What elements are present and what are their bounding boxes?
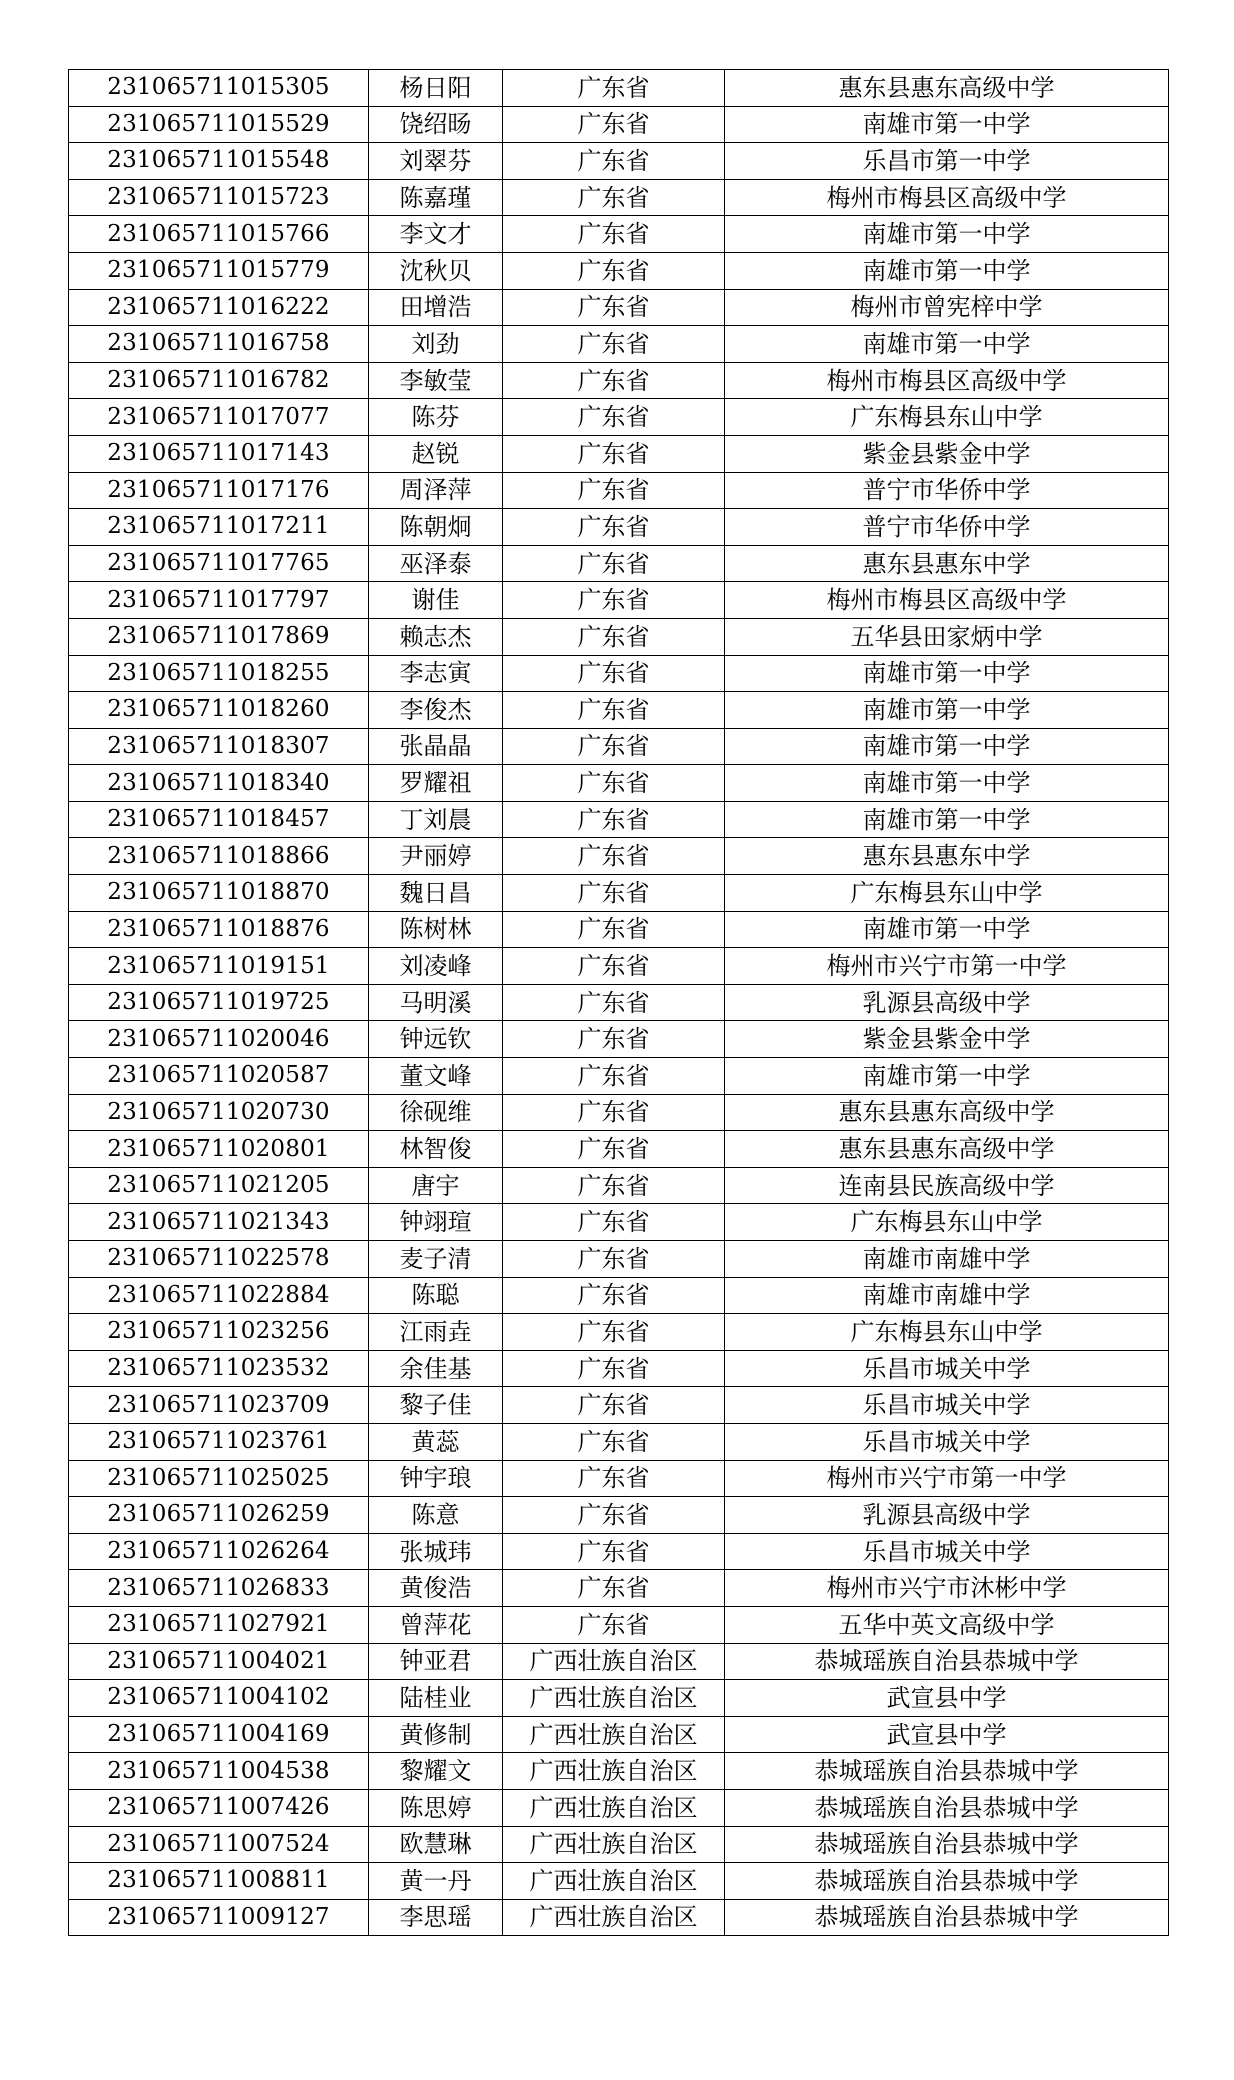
candidate-id-cell: 231065711022884	[69, 1277, 369, 1314]
school-cell: 梅州市兴宁市第一中学	[725, 1460, 1169, 1497]
candidate-id-cell: 231065711004102	[69, 1680, 369, 1717]
table-row	[69, 435, 1169, 472]
school-cell: 武宣县中学	[725, 1716, 1169, 1753]
student-name-cell: 钟翊瑄	[369, 1204, 503, 1241]
province-cell: 广东省	[503, 509, 725, 546]
province-cell: 广东省	[503, 545, 725, 582]
province-cell: 广东省	[503, 1606, 725, 1643]
student-name-cell: 杨日阳	[369, 70, 503, 107]
student-name-cell: 陈聪	[369, 1277, 503, 1314]
roster-body	[69, 70, 1169, 1936]
province-cell: 广东省	[503, 106, 725, 143]
candidate-id-cell: 231065711020587	[69, 1058, 369, 1095]
table-row	[69, 801, 1169, 838]
school-cell: 普宁市华侨中学	[725, 509, 1169, 546]
table-row	[69, 1460, 1169, 1497]
province-cell: 广东省	[503, 472, 725, 509]
province-cell: 广西壮族自治区	[503, 1789, 725, 1826]
school-cell: 乳源县高级中学	[725, 1497, 1169, 1534]
student-name-cell: 马明溪	[369, 984, 503, 1021]
table-row	[69, 765, 1169, 802]
table-row	[69, 1716, 1169, 1753]
school-cell: 梅州市兴宁市沐彬中学	[725, 1570, 1169, 1607]
student-name-cell: 麦子清	[369, 1241, 503, 1278]
student-name-cell: 余佳基	[369, 1350, 503, 1387]
table-row	[69, 1533, 1169, 1570]
candidate-id-cell: 231065711023532	[69, 1350, 369, 1387]
student-name-cell: 陈嘉瑾	[369, 179, 503, 216]
province-cell: 广东省	[503, 582, 725, 619]
school-cell: 梅州市兴宁市第一中学	[725, 948, 1169, 985]
candidate-id-cell: 231065711015723	[69, 179, 369, 216]
province-cell: 广东省	[503, 801, 725, 838]
table-row	[69, 655, 1169, 692]
table-row	[69, 948, 1169, 985]
student-name-cell: 徐砚维	[369, 1094, 503, 1131]
candidate-id-cell: 231065711019151	[69, 948, 369, 985]
table-row	[69, 1789, 1169, 1826]
student-name-cell: 黄修制	[369, 1716, 503, 1753]
candidate-id-cell: 231065711018255	[69, 655, 369, 692]
table-row	[69, 618, 1169, 655]
table-row	[69, 1826, 1169, 1863]
school-cell: 梅州市梅县区高级中学	[725, 582, 1169, 619]
table-row	[69, 1058, 1169, 1095]
school-cell: 惠东县惠东高级中学	[725, 70, 1169, 107]
student-name-cell: 李文才	[369, 216, 503, 253]
province-cell: 广东省	[503, 399, 725, 436]
student-name-cell: 李志寅	[369, 655, 503, 692]
candidate-id-cell: 231065711017176	[69, 472, 369, 509]
province-cell: 广东省	[503, 143, 725, 180]
school-cell: 武宣县中学	[725, 1680, 1169, 1717]
province-cell: 广东省	[503, 984, 725, 1021]
school-cell: 乐昌市城关中学	[725, 1533, 1169, 1570]
student-name-cell: 陈朝炯	[369, 509, 503, 546]
school-cell: 恭城瑶族自治县恭城中学	[725, 1753, 1169, 1790]
province-cell: 广东省	[503, 1314, 725, 1351]
student-name-cell: 李俊杰	[369, 692, 503, 729]
province-cell: 广西壮族自治区	[503, 1753, 725, 1790]
province-cell: 广西壮族自治区	[503, 1680, 725, 1717]
school-cell: 乐昌市城关中学	[725, 1423, 1169, 1460]
candidate-id-cell: 231065711025025	[69, 1460, 369, 1497]
candidate-id-cell: 231065711023761	[69, 1423, 369, 1460]
student-name-cell: 黄蕊	[369, 1423, 503, 1460]
school-cell: 南雄市第一中学	[725, 106, 1169, 143]
student-name-cell: 陈树林	[369, 911, 503, 948]
table-row	[69, 875, 1169, 912]
school-cell: 广东梅县东山中学	[725, 1204, 1169, 1241]
province-cell: 广东省	[503, 875, 725, 912]
province-cell: 广东省	[503, 728, 725, 765]
table-row	[69, 252, 1169, 289]
student-name-cell: 黎子佳	[369, 1387, 503, 1424]
table-row	[69, 1863, 1169, 1900]
student-name-cell: 江雨垚	[369, 1314, 503, 1351]
student-name-cell: 饶绍旸	[369, 106, 503, 143]
province-cell: 广西壮族自治区	[503, 1716, 725, 1753]
province-cell: 广东省	[503, 216, 725, 253]
province-cell: 广东省	[503, 1497, 725, 1534]
student-name-cell: 赖志杰	[369, 618, 503, 655]
school-cell: 南雄市第一中学	[725, 911, 1169, 948]
table-row	[69, 362, 1169, 399]
province-cell: 广东省	[503, 70, 725, 107]
school-cell: 南雄市第一中学	[725, 692, 1169, 729]
school-cell: 南雄市南雄中学	[725, 1277, 1169, 1314]
student-name-cell: 陈芬	[369, 399, 503, 436]
candidate-id-cell: 231065711018876	[69, 911, 369, 948]
student-name-cell: 尹丽婷	[369, 838, 503, 875]
school-cell: 连南县民族高级中学	[725, 1167, 1169, 1204]
student-name-cell: 张晶晶	[369, 728, 503, 765]
candidate-id-cell: 231065711018307	[69, 728, 369, 765]
candidate-id-cell: 231065711023256	[69, 1314, 369, 1351]
table-row	[69, 1606, 1169, 1643]
student-name-cell: 黄俊浩	[369, 1570, 503, 1607]
school-cell: 五华县田家炳中学	[725, 618, 1169, 655]
candidate-id-cell: 231065711020801	[69, 1131, 369, 1168]
table-row	[69, 838, 1169, 875]
candidate-id-cell: 231065711015766	[69, 216, 369, 253]
student-name-cell: 丁刘晨	[369, 801, 503, 838]
student-name-cell: 董文峰	[369, 1058, 503, 1095]
school-cell: 南雄市第一中学	[725, 1058, 1169, 1095]
candidate-id-cell: 231065711018457	[69, 801, 369, 838]
school-cell: 紫金县紫金中学	[725, 1021, 1169, 1058]
candidate-id-cell: 231065711026264	[69, 1533, 369, 1570]
candidate-id-cell: 231065711016782	[69, 362, 369, 399]
student-name-cell: 刘凌峰	[369, 948, 503, 985]
province-cell: 广西壮族自治区	[503, 1899, 725, 1936]
student-name-cell: 陈思婷	[369, 1789, 503, 1826]
student-name-cell: 魏日昌	[369, 875, 503, 912]
school-cell: 惠东县惠东中学	[725, 545, 1169, 582]
table-row	[69, 1167, 1169, 1204]
table-row	[69, 692, 1169, 729]
candidate-id-cell: 231065711015305	[69, 70, 369, 107]
student-name-cell: 黎耀文	[369, 1753, 503, 1790]
student-name-cell: 陆桂业	[369, 1680, 503, 1717]
province-cell: 广东省	[503, 1131, 725, 1168]
school-cell: 紫金县紫金中学	[725, 435, 1169, 472]
student-name-cell: 黄一丹	[369, 1863, 503, 1900]
province-cell: 广东省	[503, 1167, 725, 1204]
table-row	[69, 1241, 1169, 1278]
student-name-cell: 刘劲	[369, 326, 503, 363]
table-row	[69, 582, 1169, 619]
table-row	[69, 179, 1169, 216]
school-cell: 惠东县惠东中学	[725, 838, 1169, 875]
school-cell: 乳源县高级中学	[725, 984, 1169, 1021]
candidate-id-cell: 231065711008811	[69, 1863, 369, 1900]
province-cell: 广东省	[503, 1423, 725, 1460]
school-cell: 南雄市第一中学	[725, 801, 1169, 838]
table-row	[69, 984, 1169, 1021]
province-cell: 广西壮族自治区	[503, 1863, 725, 1900]
table-row	[69, 1497, 1169, 1534]
student-name-cell: 钟宇琅	[369, 1460, 503, 1497]
province-cell: 广东省	[503, 1533, 725, 1570]
school-cell: 恭城瑶族自治县恭城中学	[725, 1826, 1169, 1863]
province-cell: 广东省	[503, 1350, 725, 1387]
candidate-id-cell: 231065711027921	[69, 1606, 369, 1643]
table-row	[69, 1680, 1169, 1717]
student-name-cell: 刘翠芬	[369, 143, 503, 180]
table-row	[69, 106, 1169, 143]
province-cell: 广东省	[503, 179, 725, 216]
province-cell: 广东省	[503, 1241, 725, 1278]
candidate-id-cell: 231065711017765	[69, 545, 369, 582]
province-cell: 广西壮族自治区	[503, 1826, 725, 1863]
student-name-cell: 钟远钦	[369, 1021, 503, 1058]
school-cell: 南雄市第一中学	[725, 655, 1169, 692]
candidate-id-cell: 231065711009127	[69, 1899, 369, 1936]
student-name-cell: 张城玮	[369, 1533, 503, 1570]
candidate-id-cell: 231065711015529	[69, 106, 369, 143]
candidate-id-cell: 231065711004021	[69, 1643, 369, 1680]
table-row	[69, 1094, 1169, 1131]
province-cell: 广东省	[503, 838, 725, 875]
province-cell: 广东省	[503, 1021, 725, 1058]
province-cell: 广东省	[503, 1460, 725, 1497]
table-row	[69, 326, 1169, 363]
school-cell: 梅州市梅县区高级中学	[725, 362, 1169, 399]
table-row	[69, 1204, 1169, 1241]
candidate-id-cell: 231065711016222	[69, 289, 369, 326]
candidate-id-cell: 231065711017869	[69, 618, 369, 655]
province-cell: 广东省	[503, 1204, 725, 1241]
school-cell: 恭城瑶族自治县恭城中学	[725, 1899, 1169, 1936]
school-cell: 惠东县惠东高级中学	[725, 1131, 1169, 1168]
candidate-id-cell: 231065711016758	[69, 326, 369, 363]
candidate-id-cell: 231065711026259	[69, 1497, 369, 1534]
table-row	[69, 1314, 1169, 1351]
candidate-id-cell: 231065711026833	[69, 1570, 369, 1607]
school-cell: 乐昌市城关中学	[725, 1350, 1169, 1387]
table-row	[69, 289, 1169, 326]
candidate-id-cell: 231065711015548	[69, 143, 369, 180]
school-cell: 南雄市第一中学	[725, 252, 1169, 289]
province-cell: 广东省	[503, 618, 725, 655]
student-name-cell: 田增浩	[369, 289, 503, 326]
candidate-id-cell: 231065711020730	[69, 1094, 369, 1131]
candidate-id-cell: 231065711004538	[69, 1753, 369, 1790]
province-cell: 广东省	[503, 289, 725, 326]
province-cell: 广东省	[503, 765, 725, 802]
table-row	[69, 1570, 1169, 1607]
school-cell: 南雄市南雄中学	[725, 1241, 1169, 1278]
table-row	[69, 545, 1169, 582]
school-cell: 南雄市第一中学	[725, 216, 1169, 253]
student-name-cell: 唐宇	[369, 1167, 503, 1204]
province-cell: 广东省	[503, 435, 725, 472]
roster-table	[68, 69, 1169, 1936]
table-row	[69, 509, 1169, 546]
candidate-id-cell: 231065711023709	[69, 1387, 369, 1424]
student-name-cell: 沈秋贝	[369, 252, 503, 289]
province-cell: 广东省	[503, 252, 725, 289]
province-cell: 广东省	[503, 362, 725, 399]
candidate-id-cell: 231065711017211	[69, 509, 369, 546]
candidate-id-cell: 231065711021205	[69, 1167, 369, 1204]
province-cell: 广东省	[503, 1387, 725, 1424]
province-cell: 广东省	[503, 948, 725, 985]
candidate-id-cell: 231065711015779	[69, 252, 369, 289]
candidate-id-cell: 231065711017143	[69, 435, 369, 472]
student-name-cell: 陈意	[369, 1497, 503, 1534]
candidate-id-cell: 231065711007426	[69, 1789, 369, 1826]
table-row	[69, 728, 1169, 765]
candidate-id-cell: 231065711004169	[69, 1716, 369, 1753]
table-row	[69, 1643, 1169, 1680]
candidate-id-cell: 231065711020046	[69, 1021, 369, 1058]
school-cell: 广东梅县东山中学	[725, 1314, 1169, 1351]
candidate-id-cell: 231065711021343	[69, 1204, 369, 1241]
table-row	[69, 1350, 1169, 1387]
province-cell: 广东省	[503, 911, 725, 948]
student-name-cell: 曾萍花	[369, 1606, 503, 1643]
school-cell: 广东梅县东山中学	[725, 399, 1169, 436]
candidate-id-cell: 231065711017077	[69, 399, 369, 436]
table-row	[69, 1021, 1169, 1058]
school-cell: 恭城瑶族自治县恭城中学	[725, 1643, 1169, 1680]
table-row	[69, 1753, 1169, 1790]
candidate-id-cell: 231065711018260	[69, 692, 369, 729]
student-name-cell: 李敏莹	[369, 362, 503, 399]
school-cell: 恭城瑶族自治县恭城中学	[725, 1789, 1169, 1826]
school-cell: 惠东县惠东高级中学	[725, 1094, 1169, 1131]
school-cell: 梅州市曾宪梓中学	[725, 289, 1169, 326]
school-cell: 广东梅县东山中学	[725, 875, 1169, 912]
school-cell: 普宁市华侨中学	[725, 472, 1169, 509]
school-cell: 乐昌市第一中学	[725, 143, 1169, 180]
table-row	[69, 911, 1169, 948]
student-name-cell: 罗耀祖	[369, 765, 503, 802]
student-name-cell: 李思瑶	[369, 1899, 503, 1936]
province-cell: 广东省	[503, 1570, 725, 1607]
student-name-cell: 赵锐	[369, 435, 503, 472]
province-cell: 广东省	[503, 1277, 725, 1314]
table-row	[69, 1387, 1169, 1424]
school-cell: 南雄市第一中学	[725, 728, 1169, 765]
province-cell: 广东省	[503, 1058, 725, 1095]
table-row	[69, 472, 1169, 509]
student-name-cell: 钟亚君	[369, 1643, 503, 1680]
province-cell: 广东省	[503, 326, 725, 363]
school-cell: 南雄市第一中学	[725, 326, 1169, 363]
school-cell: 恭城瑶族自治县恭城中学	[725, 1863, 1169, 1900]
table-row	[69, 399, 1169, 436]
candidate-id-cell: 231065711022578	[69, 1241, 369, 1278]
table-row	[69, 143, 1169, 180]
student-name-cell: 林智俊	[369, 1131, 503, 1168]
student-name-cell: 欧慧琳	[369, 1826, 503, 1863]
school-cell: 乐昌市城关中学	[725, 1387, 1169, 1424]
table-row	[69, 1131, 1169, 1168]
student-name-cell: 巫泽泰	[369, 545, 503, 582]
candidate-id-cell: 231065711019725	[69, 984, 369, 1021]
candidate-id-cell: 231065711018340	[69, 765, 369, 802]
candidate-id-cell: 231065711018866	[69, 838, 369, 875]
candidate-id-cell: 231065711017797	[69, 582, 369, 619]
province-cell: 广东省	[503, 1094, 725, 1131]
table-row	[69, 1899, 1169, 1936]
school-cell: 梅州市梅县区高级中学	[725, 179, 1169, 216]
province-cell: 广东省	[503, 692, 725, 729]
table-row	[69, 1423, 1169, 1460]
table-row	[69, 216, 1169, 253]
candidate-id-cell: 231065711018870	[69, 875, 369, 912]
table-row	[69, 1277, 1169, 1314]
school-cell: 南雄市第一中学	[725, 765, 1169, 802]
school-cell: 五华中英文高级中学	[725, 1606, 1169, 1643]
student-name-cell: 周泽萍	[369, 472, 503, 509]
student-name-cell: 谢佳	[369, 582, 503, 619]
province-cell: 广东省	[503, 655, 725, 692]
candidate-id-cell: 231065711007524	[69, 1826, 369, 1863]
province-cell: 广西壮族自治区	[503, 1643, 725, 1680]
table-row	[69, 70, 1169, 107]
